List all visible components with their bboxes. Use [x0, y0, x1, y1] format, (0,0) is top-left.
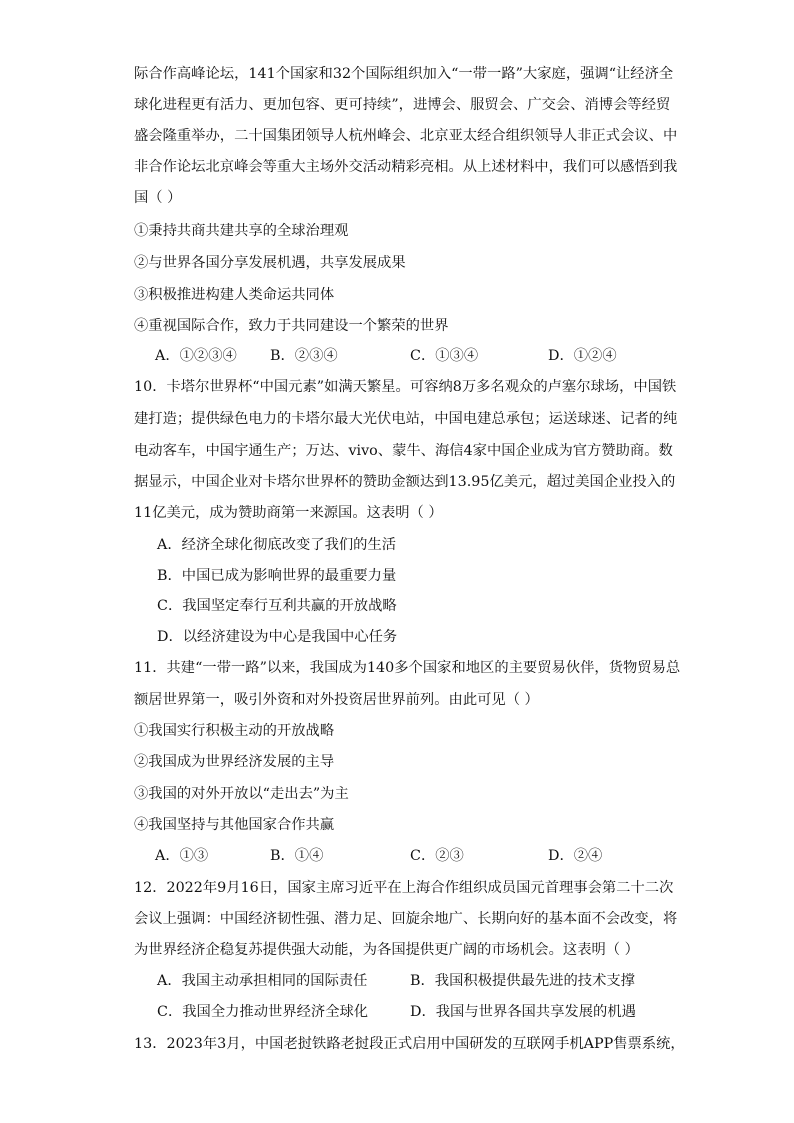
q11-stem-line: 11．共建“一带一路”以来，我国成为140多个国家和地区的主要贸易伙伴，货物贸易总 [134, 660, 681, 676]
q11-choice-c[interactable]: C．②③ [410, 848, 464, 864]
q10-stem-line: 电动客车，中国宇通生产；万达、vivo、蒙牛、海信4家中国企业成为官方赞助商。数 [134, 443, 673, 459]
q10-choice-c[interactable]: C．我国坚定奉行互利共赢的开放战略 [157, 598, 397, 614]
q11-choice-b[interactable]: B．①④ [270, 848, 324, 864]
q10-choice-d[interactable]: D．以经济建设为中心是我国中心任务 [157, 629, 398, 645]
q11-stem-line: 额居世界第一，吸引外资和对外投资居世界前列。由此可见（ ） [134, 692, 539, 708]
q9-choice-d[interactable]: D．①②④ [548, 348, 617, 364]
q10-stem-line: 10．卡塔尔世界杯“中国元素”如满天繁星。可容纳8万多名观众的卢塞尔球场，中国铁 [134, 379, 677, 395]
q12-choice-d[interactable]: D．我国与世界各国共享发展的机遇 [410, 1004, 636, 1020]
q10-stem-line: 建打造；提供绿色电力的卡塔尔最大光伏电站，中国电建总承包；运送球迷、记者的纯 [134, 411, 678, 427]
q12-choice-b[interactable]: B．我国积极提供最先进的技术支撑 [410, 973, 635, 989]
q11-statement-1: ①我国实行积极主动的开放战略 [134, 723, 335, 739]
q9-choice-c[interactable]: C．①③④ [410, 348, 479, 364]
q11-choice-d[interactable]: D．②④ [548, 848, 603, 864]
q9-statement-3: ③积极推进构建人类命运共同体 [134, 287, 335, 303]
q9-stem-line: 盛会隆重举办，二十国集团领导人杭州峰会、北京亚太经合组织领导人非正式会议、中 [134, 128, 678, 144]
q12-stem-line: 12．2022年9月16日，国家主席习近平在上海合作组织成员国元首理事会第二十二次 [134, 880, 674, 896]
q9-statement-4: ④重视国际合作，致力于共同建设一个繁荣的世界 [134, 318, 449, 334]
q10-stem-line: 11亿美元，成为赞助商第一来源国。这表明（ ） [134, 505, 443, 521]
q9-statement-2: ②与世界各国分享发展机遇，共享发展成果 [134, 255, 406, 271]
q9-stem-line: 际合作高峰论坛，141个国家和32个国际组织加入“一带一路”大家庭，强调“让经济全 [134, 66, 674, 82]
q13-stem-line: 13．2023年3月，中国老挝铁路老挝段正式启用中国研发的互联网手机APP售票系统， [134, 1036, 685, 1052]
q11-statement-3: ③我国的对外开放以“走出去”为主 [134, 786, 349, 802]
q9-statement-1: ①秉持共商共建共享的全球治理观 [134, 223, 349, 239]
q12-choice-c[interactable]: C．我国全力推动世界经济全球化 [157, 1004, 369, 1020]
q9-choice-b[interactable]: B．②③④ [270, 348, 338, 364]
q11-choice-a[interactable]: A．①③ [155, 848, 209, 864]
q9-stem-line: 国（ ） [134, 190, 182, 206]
q11-statement-2: ②我国成为世界经济发展的主导 [134, 754, 335, 770]
q10-choice-b[interactable]: B．中国已成为影响世界的最重要力量 [157, 568, 397, 584]
q9-stem-line: 球化进程更有活力、更加包容、更可持续”，进博会、服贸会、广交会、消博会等经贸 [134, 97, 671, 113]
q9-stem-line: 非合作论坛北京峰会等重大主场外交活动精彩亮相。从上述材料中，我们可以感悟到我 [134, 159, 678, 175]
q10-choice-a[interactable]: A．经济全球化彻底改变了我们的生活 [157, 537, 397, 553]
q10-stem-line: 据显示，中国企业对卡塔尔世界杯的赞助金额达到13.95亿美元，超过美国企业投入的 [134, 474, 676, 490]
q9-choice-a[interactable]: A．①②③④ [155, 348, 237, 364]
q12-stem-line: 为世界经济企稳复苏提供强大动能，为各国提供更广阔的市场机会。这表明（ ） [134, 942, 639, 958]
q12-stem-line: 会议上强调：中国经济韧性强、潜力足、回旋余地广、长期向好的基本面不会改变，将 [134, 911, 678, 927]
q11-statement-4: ④我国坚持与其他国家合作共赢 [134, 817, 335, 833]
q12-choice-a[interactable]: A．我国主动承担相同的国际责任 [157, 973, 368, 989]
